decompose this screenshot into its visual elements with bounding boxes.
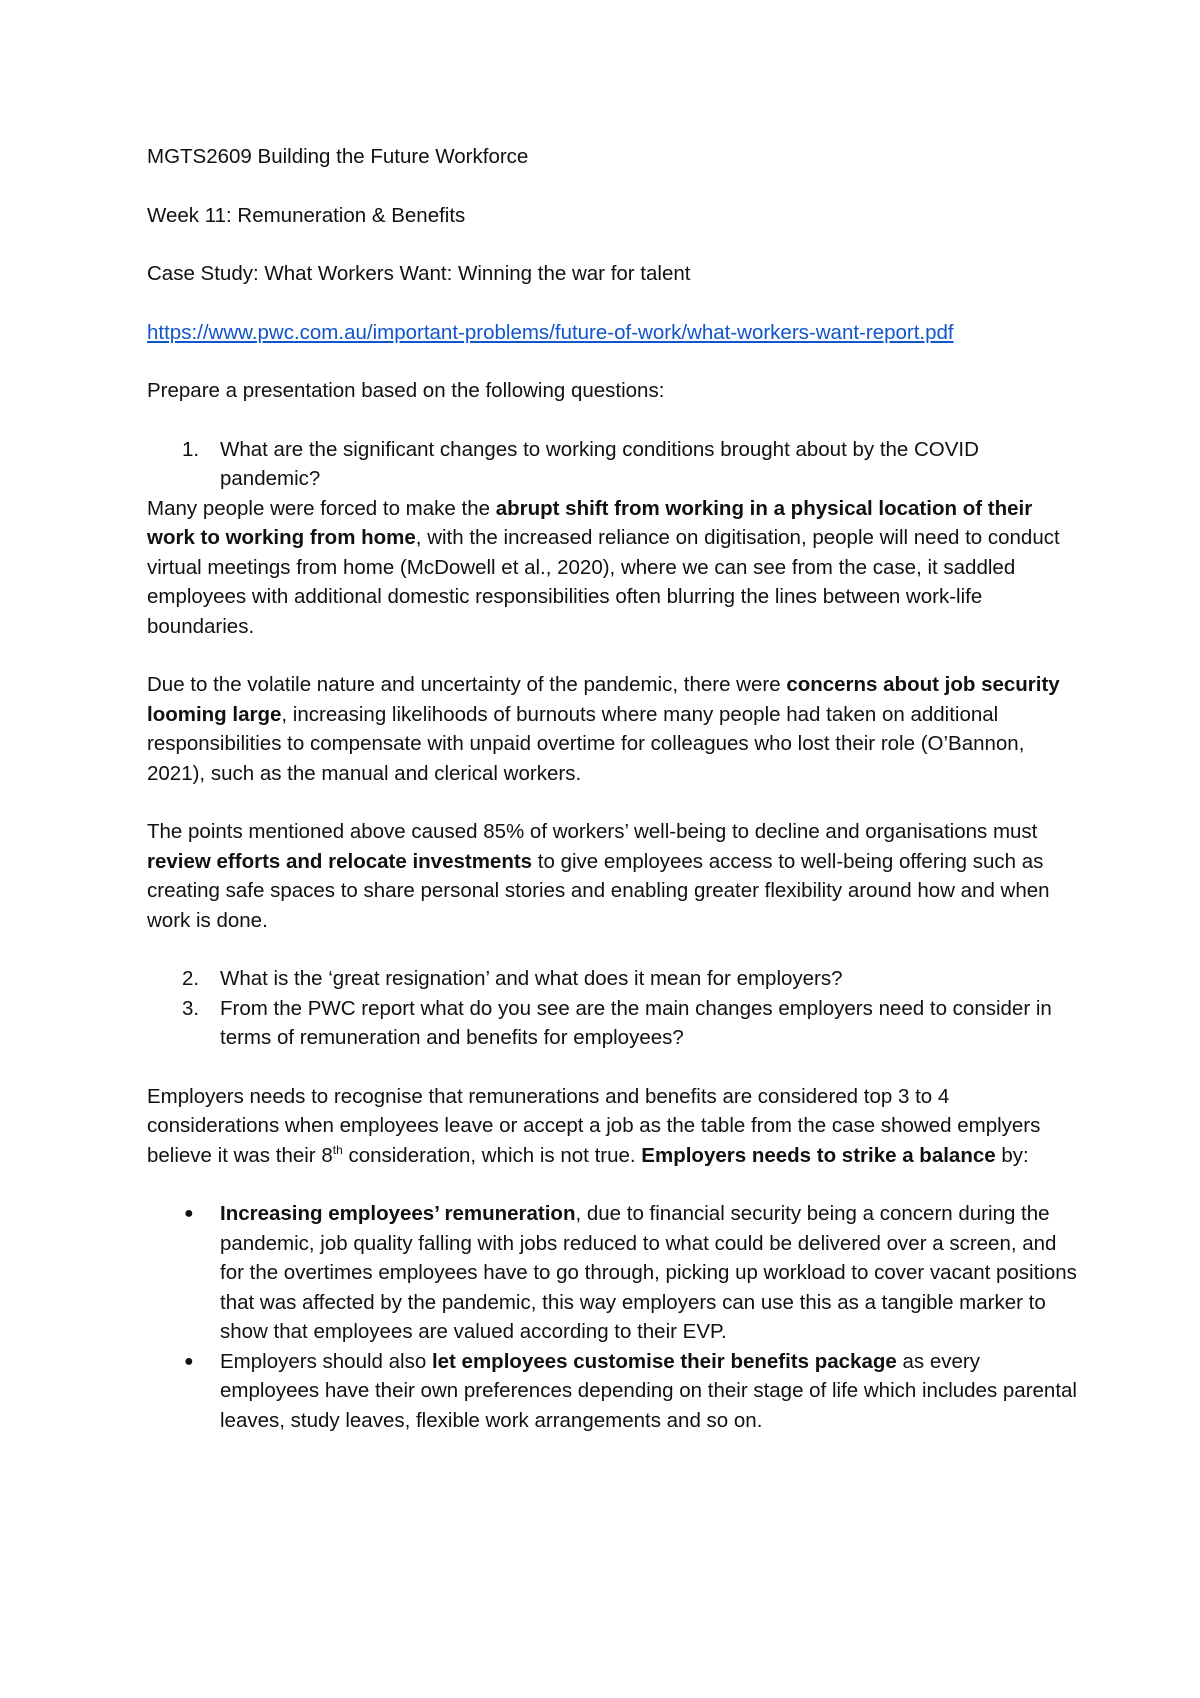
bullet-icon: ●: [184, 1205, 194, 1222]
bullet-item-remuneration: ● Increasing employees’ remuneration, due to financial security being a concern during the pandemic, job quality falling with jobs reduced to what could be delivered over a screen, and for the overtimes employees have to go through, picking up workload to cover vacant positions that was affected by the pandemic, this way employers can use this as a tangible marker to show that employees are valued according to their EVP.: [147, 1199, 1080, 1347]
answer-paragraph-2: Due to the volatile nature and uncertainty of the pandemic, there were concerns about job security looming large, increasing likelihoods of burnouts where many people had taken on additional responsibilities to compensate with unpaid overtime for colleagues who lost their role (O’Bannon, 2021), such as the manual and clerical workers.: [147, 673, 1060, 785]
case-study-title: Case Study: What Workers Want: Winning the war for talent: [147, 262, 691, 285]
question-list-1: [147, 435, 1080, 494]
question-number: 2.: [182, 967, 200, 990]
question-text: What are the significant changes to working conditions brought about by the COVID pandemic?: [220, 437, 979, 490]
question-3: [147, 994, 1080, 1053]
question-1: [147, 435, 1080, 494]
bullet-list: [147, 1199, 1080, 1435]
question-2: [147, 964, 1080, 994]
question-text: What is the ‘great resignation’ and what does it mean for employers?: [220, 967, 843, 990]
week-heading: Week 11: Remuneration & Benefits: [147, 203, 466, 227]
question-number: 1.: [182, 437, 200, 461]
report-link[interactable]: https://www.pwc.com.au/important-problems/future-of-work/what-workers-want-report.pdf: [147, 320, 954, 344]
answer-paragraph-3: The points mentioned above caused 85% of workers’ well-being to decline and organisations must review efforts and relocate investments to give employees access to well-being offering such as creating safe spaces to share personal stories and enabling greater flexibility around how and when work is done.: [147, 820, 1050, 932]
answer-paragraph-1: Many people were forced to make the abrupt shift from working in a physical location of their work to working from home, with the increased reliance on digitisation, people will need to conduct virtual meetings from home (McDowell et al., 2020), where we can see from the case, it saddled employees with additional domestic responsibilities often blurring the lines between work-life boundaries.: [147, 496, 1060, 638]
course-title: MGTS2609 Building the Future Workforce: [147, 145, 529, 168]
presentation-prompt: Prepare a presentation based on the following questions:: [147, 379, 665, 402]
question-text: From the PWC report what do you see are the main changes employers need to consider in terms of remuneration and benefits for employees?: [220, 996, 1052, 1049]
answer-paragraph-4: Employers needs to recognise that remunerations and benefits are considered top 3 to 4 considerations when employees leave or accept a job as the table from the case showed emplyers believe it was their 8th consideration, which is not true. Employers needs to strike a balance by:: [147, 1084, 1041, 1167]
bullet-item-benefits: ● Employers should also let employees customise their benefits package as every employees have their own preferences depending on their stage of life which includes parental leaves, study leaves, flexible work arrangements and so on.: [147, 1347, 1080, 1436]
question-list-2: [147, 964, 1080, 1053]
question-number: 3.: [182, 996, 200, 1020]
bullet-icon: ●: [184, 1352, 194, 1370]
